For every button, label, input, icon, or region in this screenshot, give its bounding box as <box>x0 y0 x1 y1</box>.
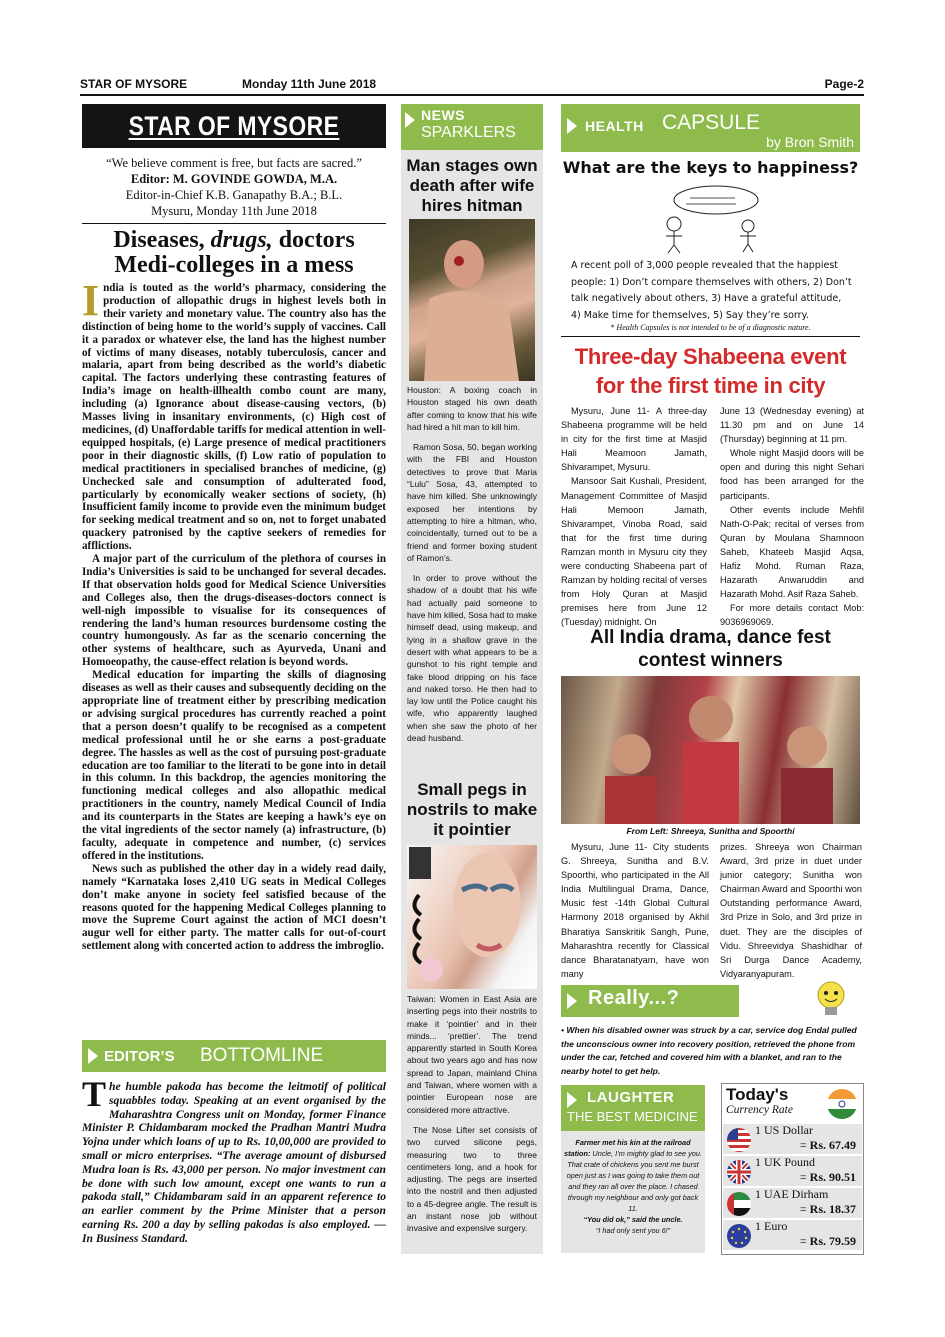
currency-value: = Rs. 90.51 <box>799 1170 856 1184</box>
man-lying-photo <box>409 219 535 381</box>
uk-flag-icon <box>726 1159 752 1185</box>
currency-value: = Rs. 67.49 <box>799 1138 856 1152</box>
divider <box>82 223 386 224</box>
nose-peg-photo <box>407 845 537 989</box>
drop-cap: T <box>82 1074 107 1114</box>
sparkler-headline-2: Small pegs in nostrils to make it pointier <box>406 780 538 839</box>
arrow-icon <box>405 112 415 128</box>
dateline: Mysuru, Monday 11th June 2018 <box>151 204 317 218</box>
health-capsule-banner: HEALTH CAPSULE by Bron Smith <box>561 104 860 152</box>
health-text: A recent poll of 3,000 people revealed that the happiest people: 1) Don’t compare themselves with others, 2) Don’t talk negatively about others, 3) Have a grateful attitude, 4) Make time for themselves, 5) Say they’re sorry. <box>571 260 852 321</box>
currency-value: = Rs. 18.37 <box>799 1202 856 1216</box>
currency-name: 1 Euro <box>755 1219 788 1233</box>
rate-row-usd <box>723 1124 862 1154</box>
sparkler-headline-1: Man stages own death after wife hires hitman <box>406 156 538 215</box>
health-byline: by Bron Smith <box>766 134 854 150</box>
eu-flag-icon <box>726 1223 752 1249</box>
arrow-icon <box>567 993 577 1009</box>
bottomline-label-2: BOTTOMLINE <box>200 1045 324 1066</box>
currency-name: 1 US Dollar <box>755 1123 813 1137</box>
laughter-joke: Farmer met his kin at the railroad station: Uncle, I’m mighty glad to see you. That crate of chickens you sent me burst open just as I was going to take them out and they ran all over the place. I chased through my neighbour and only got back 11. “You did ok,” said the uncle. “I had only sent you 6!” <box>564 1138 702 1235</box>
arrow-icon <box>567 118 577 134</box>
sparkler-story-1: Houston: A boxing coach in Houston staged his own death after coming to know that his wife had hired a hit man to kill him. Ramon Sosa, 50, began working with the FBI and Houston detectives to prove that Maria “Lulu” Sosa, 43, attempted to have him killed. She unknowingly exposed her intentions by attempting to hire a hitman, who, coincidentally, turned out to be a friend and former boxing student of Ramon’s. In order to prove without the shadow of a doubt that his wife had actually paid someone to have him killed, Sosa had to make himself dead, using makeup, and lying in a shallow grave in the desert with what appears to be a gunshot to his right temple and fake blood dripping on his face and naked torso. He then had to lay low until the Police caught his wife, who apparently laughed when she saw the photo of her dead husband. <box>407 385 537 744</box>
laughter-banner: LAUGHTER THE BEST MEDICINE <box>561 1085 705 1131</box>
motto: “We believe comment is free, but facts are sacred.” <box>106 156 362 170</box>
editorial-credits <box>82 155 386 219</box>
uae-flag-icon <box>726 1191 752 1217</box>
header-date: Monday 11th June 2018 <box>242 77 377 91</box>
arrow-icon <box>88 1048 98 1064</box>
happy-people-cartoon <box>656 184 766 254</box>
dancers-photo <box>561 676 860 824</box>
drop-cap: I <box>82 276 100 325</box>
drama-headline: All India drama, dance fest contest winners <box>590 627 831 671</box>
editorial-paragraph: India is touted as the world’s pharmacy, considering the production of allopathic drugs in highest levels both in their variety and monetary value. The country also has the distinction of being home to the world’s supply of vaccines. Call it a paradox or whatever else, the land has the highest number of victims of many diseases, notably tuberculosis, cancer and malaria, apart from being described as the world’s diabetic capital. The factors underlying these contrasting features of India’s image on health-illhealth combo count are many, including (a) Ignorance about disease-causing vectors, (b) Masses living in insanitary environments, (c) High cost of medicines, (d) Unaffordable tariffs for medical attention in well-equipped hospitals, (e) Large presence of medical practitioners poor in their diagnostic skills, (f) Low ratio of population to medical practitioners in specialised branches of medicine, (g) Unchecked sale and consumption of adulterated food, particularly by economically weaker sections of society, (h) Insufficient family income to provide even the minimum budget for seeking medical treatment and so on, not to forget unabated quackery patronised by the captive seekers of remedies for afflictions. <box>82 276 386 553</box>
editor-in-chief-line: Editor-in-Chief K.B. Ganapathy B.A.; B.L. <box>125 188 343 202</box>
header-page-number: Page-2 <box>824 77 864 91</box>
currency-value: = Rs. 79.59 <box>799 1234 856 1248</box>
rate-row-aed <box>723 1188 862 1218</box>
editorial-paragraph: Medical education for imparting the skills of diagnosing diseases as well as their causes and subsequently deciding on the appropriate line of treatment either by prescribing medication or advising surgical procedures has currently reached a point that a person doesn’t qualify to be recognised as a competent medical professional until he or she earns a post-graduate degree. The hassles as well as the cost of pursuing post-graduate education are too familiar to the literati to be gone into in detail in this column. In this backdrop, the agencies monitoring the functioning medical colleges and also allopathic medical practitioners in the country, namely Medical Council of India and its counterparts in the States are keeping a hawk’s eye on the vital ingredients of the sector namely (a) infrastructure, (b) faculty, adequate in competence and number, (c) services offered in the institutions. <box>82 669 386 862</box>
really-text: • When his disabled owner was struck by a car, service dog Endal pulled the unconscious owner into recovery position, retrieved the phone from under the car, fetched and covered him with a blanket, and ran to the nearby hotel to get help. <box>561 1025 857 1076</box>
india-flag-icon <box>826 1088 858 1120</box>
drama-story-right: prizes. Shreeya won Chairman Award, 3rd prize in duet under junior category; Sunitha won Chairman Award and Spoorthi won Outstanding performance Award, 3rd Prize in Solo, and 3rd prize in duet. They are the disciples of Vidu. Shreevidya Shashidhar of Sri Durga Dance Academy, Vidyaranyapuram. <box>720 842 862 979</box>
shabeena-headline: Three-day Shabeena event for the first time in city <box>574 344 847 398</box>
arrow-icon <box>567 1092 577 1108</box>
editorial-paragraph: A major part of the curriculum of the plethora of courses in India’s Universities is said to be unchanged for several decades. If that observation holds good for Medical Science Universities and Colleges also, then the drugs-diseases-doctors connect is well-nigh impossible to visualise for its consequences of rendering the land’s human resources burdensome costing the country humongously. As far as the scenario concerning the other systems of healthcare, such as Ayurveda, Unani and Homoeopathy, the cause-effect relation is beyond words. <box>82 553 386 669</box>
photo-caption: From Left: Shreeya, Sunitha and Spoorthi <box>626 826 795 836</box>
lightbulb-icon <box>812 978 850 1020</box>
rate-row-eur <box>723 1220 862 1250</box>
news-sparklers-banner: NEWS SPARKLERS <box>401 104 543 150</box>
editor-line: Editor: M. GOVINDE GOWDA, M.A. <box>130 172 338 186</box>
rate-title: Today's <box>726 1085 789 1104</box>
drama-story-left: Mysuru, June 11- City students G. Shreeya, Sunitha and B.V. Spoorthi, who participated in the All India Multilingual Drama, Dance, Music fest -14th Global Cultural Harmony 2018 organised by Akhil Bharatiya Sanskritik Sangh, Pune, Maharashtra recently for Classical dance Bharatanatyam, have won many <box>561 842 709 979</box>
currency-name: 1 UAE Dirham <box>755 1187 829 1201</box>
editors-bottomline-banner <box>82 1040 386 1072</box>
page-header <box>80 74 864 96</box>
bottomline-text: The humble pakoda has become the leitmotif of political squabbles today. Speaking at an event organised by the Maharashtra Congress unit on Monday, former Finance Minister P. Chidambaram mocked the Pradhan Mantri Mudra Yojna under which loans of up to Rs. 10,00,000 are provided to small or micro enterprises. “The average amount of disbursed Mudra loan is Rs. 43,000 per person. No major investment can be done with such low amount, except one wants to run a pakoda stall,” Chidambaram said in an apparent reference to an earlier comment by the Prime Minister that a person earning Rs. 200 a day by selling pakodas is also employed. — In Business Standard. <box>82 1074 386 1245</box>
us-flag-icon <box>726 1127 752 1153</box>
shabeena-story-right: June 13 (Wednesday evening) at 11.30 pm and on June 14 (Thursday) beginning at 11 pm. Whole night Masjid doors will be open and during this night Sehari food has been arranged for the participants. Other events include Mehfil Nath-O-Pak; recital of verses from Quran by Moulana Shamnoon Saheb, Khateeb Masjid Aqsa, Hafiz Mohd. Ruman Raza, Hazarath Anwaruddin and Hazarath Mohd. Asif Raza Saheb. For more details contact Mob: 9036969069. <box>720 406 864 628</box>
editorial-paragraph: News such as published the other day in a widely read daily, namely “Karnataka loses 2,410 UG seats in Medical Colleges don’t make anyone in society feel satisfied because of the reasons quoted for the happening Medical Colleges planning to move the Supreme Court against the action of MCI doesn’t augur well for either party. The matter calls for out-of-court settlement along with concerted action to address the imbroglio. <box>82 862 386 953</box>
divider <box>561 336 860 337</box>
currency-name: 1 UK Pound <box>755 1155 816 1169</box>
health-disclaimer: * Health Capsules is not intended to be of a diagnostic nature. <box>610 323 811 332</box>
health-headline: What are the keys to happiness? <box>562 158 859 177</box>
editorial-headline: Diseases, drugs, doctors Medi-colleges in a mess <box>113 227 355 278</box>
shabeena-story-left: Mysuru, June 11- A three-day Shabeena programme will be held in city for the first time at Masjid Hali Meamoon Jamath, Shivarampet, Mysuru. Mansoor Sait Kushali, President, Management Committee of Masjid Hali Memoon Jamath, Shivarampet, Vinoba Road, said that for the first time during Ramzan month in Mysuru city they were conducting Shabeena part of Ramzan by holding recital of verses from Holy Quran at Masjid premises here from June 12 (Tuesday) midnight. On <box>561 406 707 628</box>
masthead-banner <box>82 104 386 148</box>
rate-row-gbp <box>723 1156 862 1186</box>
editorial-body <box>82 276 386 953</box>
masthead-title: STAR OF MYSORE <box>128 110 340 141</box>
really-banner: Really...? <box>561 985 739 1017</box>
sparkler-story-2: Taiwan: Women in East Asia are inserting pegs into their nostrils to make it ‘pointier’ and in their minds... ‘prettier’. The trend apparently started in South Korea about two years ago and has now spread to Japan, mainland China and Taiwan, where women with a pointier European nose are considered more attractive. The Nose Lifter set consists of two curved silicone pegs, measuring two to three centimeters long, and a hook for adjusting. The pegs are inserted into the nostril and then adjusted to a 45-degree angle. The result is an instant nose job without invasive and expensive surgery. <box>407 994 537 1234</box>
bottomline-label: EDITOR’S <box>104 1048 175 1065</box>
rate-subtitle: Currency Rate <box>726 1104 793 1116</box>
header-paper-name: STAR OF MYSORE <box>80 77 188 91</box>
